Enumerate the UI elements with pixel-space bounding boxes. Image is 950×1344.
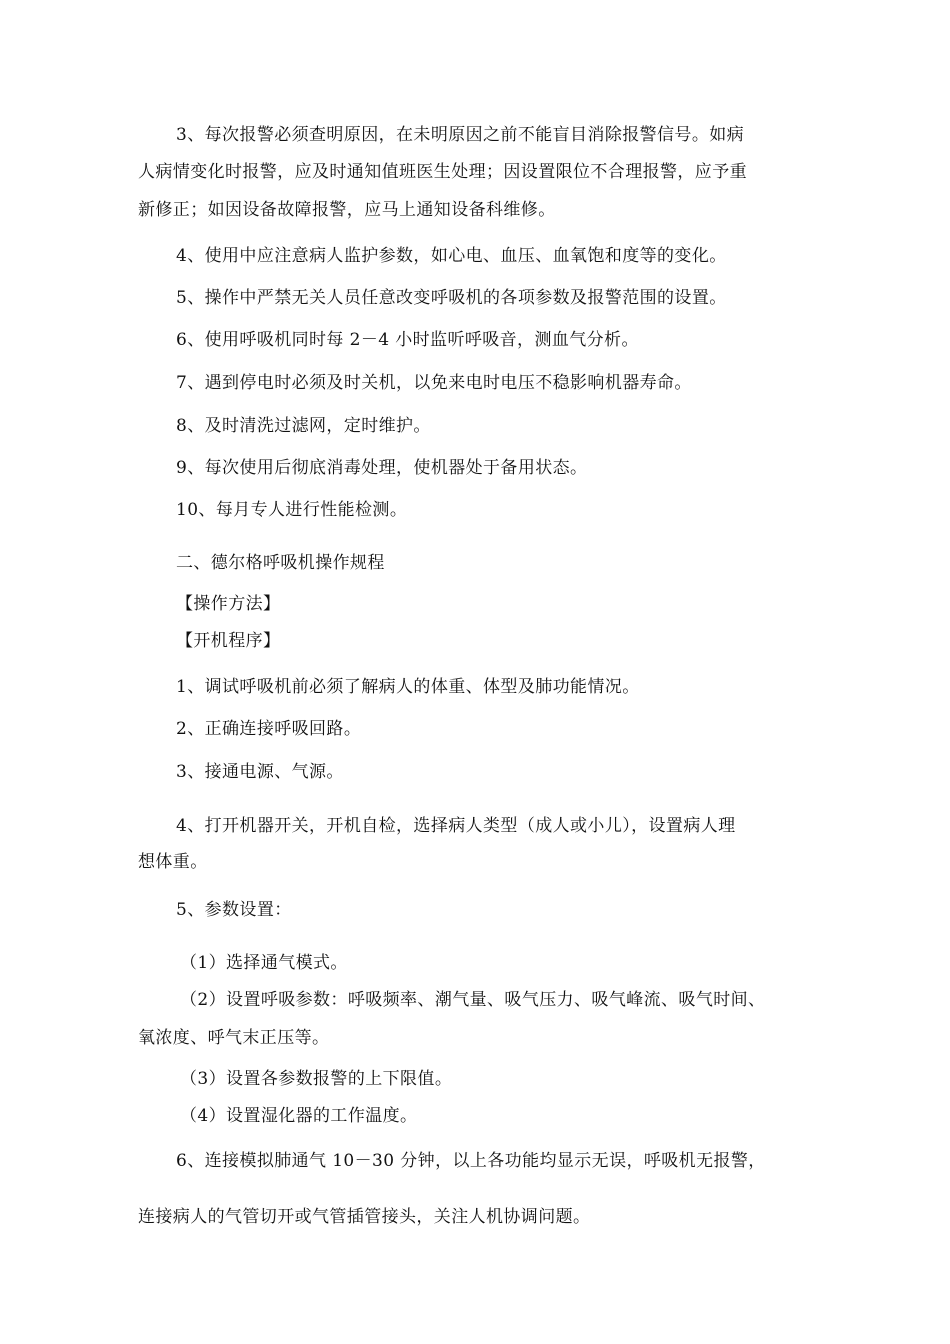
sub-step-1: （1）选择通气模式。 — [180, 953, 348, 973]
sub-step-2-line-2: 氧浓度、呼气末正压等。 — [138, 1028, 330, 1048]
sub-step-3: （3）设置各参数报警的上下限值。 — [180, 1069, 453, 1089]
rule-3-line-1: 3、每次报警必须查明原因，在未明原因之前不能盲目消除报警信号。如病 — [176, 125, 745, 145]
startup-label: 【开机程序】 — [176, 631, 281, 651]
step-1: 1、调试呼吸机前必须了解病人的体重、体型及肺功能情况。 — [176, 677, 640, 697]
step-5: 5、参数设置： — [176, 900, 292, 920]
sub-step-2-line-1: （2）设置呼吸参数：呼吸频率、潮气量、吸气压力、吸气峰流、吸气时间、 — [180, 990, 766, 1010]
rule-6: 6、使用呼吸机同时每 2－4 小时监听呼吸音，测血气分析。 — [176, 330, 639, 350]
step-2: 2、正确连接呼吸回路。 — [176, 719, 362, 739]
rule-7: 7、遇到停电时必须及时关机，以免来电时电压不稳影响机器寿命。 — [176, 373, 692, 393]
step-4-line-2: 想体重。 — [138, 852, 208, 872]
rule-5: 5、操作中严禁无关人员任意改变呼吸机的各项参数及报警范围的设置。 — [176, 288, 727, 308]
step-4-line-1: 4、打开机器开关，开机自检，选择病人类型（成人或小儿），设置病人理 — [176, 816, 736, 836]
final-step-line-1: 6、连接模拟肺通气 10－30 分钟，以上各功能均显示无误，呼吸机无报警， — [176, 1151, 766, 1171]
rule-8: 8、及时清洗过滤网，定时维护。 — [176, 416, 431, 436]
rule-3-line-3: 新修正；如因设备故障报警，应马上通知设备科维修。 — [138, 200, 556, 220]
method-label: 【操作方法】 — [176, 594, 281, 614]
rule-9: 9、每次使用后彻底消毒处理，使机器处于备用状态。 — [176, 458, 588, 478]
section-heading: 二、德尔格呼吸机操作规程 — [176, 553, 385, 573]
sub-step-4: （4）设置湿化器的工作温度。 — [180, 1106, 418, 1126]
rule-10: 10、每月专人进行性能检测。 — [176, 500, 408, 520]
final-step-line-2: 连接病人的气管切开或气管插管接头，关注人机协调问题。 — [138, 1207, 591, 1227]
rule-4: 4、使用中应注意病人监护参数，如心电、血压、血氧饱和度等的变化。 — [176, 246, 727, 266]
step-3: 3、接通电源、气源。 — [176, 762, 344, 782]
rule-3-line-2: 人病情变化时报警，应及时通知值班医生处理；因设置限位不合理报警，应予重 — [138, 162, 747, 182]
